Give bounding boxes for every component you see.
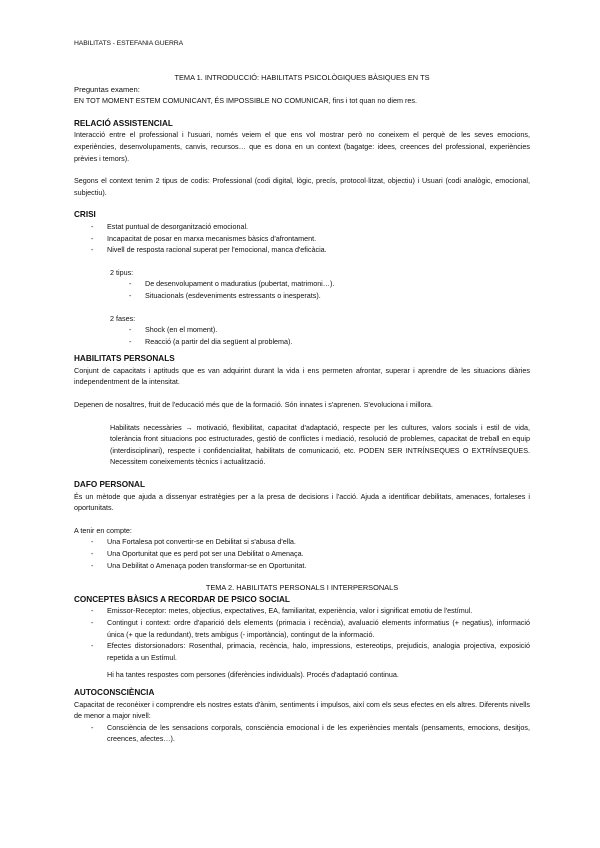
crisi-list [74,221,530,256]
list-item: - Shock (en el moment). [110,324,530,336]
tipus-label: 2 tipus: [110,267,134,277]
tema1-title: TEMA 1. INTRODUCCIÓ: HABILITATS PSICOLÒGIQUES BÀSIQUES EN TS [174,73,430,82]
dafo-label: A tenir en compte: [74,525,132,535]
habilitats-paragraph-2: Depenen de nosaltres, fruit de l'educació més que de la formació. Són innates i s'aprenen. S'evolucionа i millora. [74,400,433,410]
dafo-paragraph: És un mètode que ajuda a dissenyar estratègies per a la presa de decisions i l'acció. Ajuda a identificar debilitats, amenaces, fortaleses i oportunitats. [74,491,530,513]
fases-label: 2 fases: [110,313,136,323]
list-item: - Nivell de resposta racional superat per l'emocional, manca d'eficàcia. [74,244,530,256]
relacio-heading: RELACIÓ ASSISTENCIAL [74,118,173,128]
relacio-paragraph-1: Interacció entre el professional i l'usuari, només veiem el que ens vol mostrar però no coneixem el perquè de les seves emocions, experiències, desenvolupaments, canvis, recursos… que es dona en un context (bagatge: idees, creences del professional, experiències prèvies i temors). [74,130,530,163]
crisi-heading: CRISI [74,210,96,220]
page-header: HABILITATS - ESTEFANIA GUERRA [74,40,184,47]
list-item: - Reacció (a partir del dia següent al problema). [110,336,530,348]
list-item: - Una Oportunitat que es perd pot ser una Debilitat o Amenaça. [74,548,530,560]
list-item: - Estat puntual de desorganització emocional. [74,221,530,233]
list-item: - Emissor-Receptor: metes, objectius, expectatives, EA, familiaritat, experiència, valor i significat emotiu de l'estímul. [74,605,530,617]
autoconsciencia-list [74,722,530,745]
dafo-heading: DAFO PERSONAL [74,480,145,490]
preguntas-text: EN TOT MOMENT ESTEM COMUNICANT, ÉS IMPOSSIBLE NO COMUNICAR, fins i tot quan no diem res. [74,96,417,106]
conceptes-list [74,605,530,663]
document-body [74,72,530,745]
fases-list [74,324,530,347]
list-item: - Contingut i context: ordre d'aparició dels elements (primacia i recència), avaluació elements informatius (+ negatius), informació única (+ que la redundant), trets ambigus (- importància), contingut de la informació. [74,617,530,640]
list-item: - Situacionals (esdeveniments estressants o inesperats). [110,290,530,302]
autoconsciencia-paragraph: Capacitat de reconèixer i comprendre els nostres estats d'ànim, sentiments i impulsos, així com els seus efectes en els altres. Diferents nivells de menor a major nivell: [74,699,530,721]
tema2-title: TEMA 2. HABILITATS PERSONALS I INTERPERSONALS [205,583,399,593]
list-item: - Efectes distorsionadors: Rosenthal, primacia, recència, halo, impressions, estereotips, prejudicis, analogia projectiva, exposició repetida a un Estímul. [74,640,530,663]
habilitats-necessaries: Habilitats necessàries → motivació, flexibilitat, capacitat d'adaptació, respecte per les cultures, valors socials i estil de vida, tolerància front situacions poc estructurades, gestió de conflictes i mediació, resolució de problemes, capacitat de treball en equip (interdisciplinari), respecte i confidencialitat, habilitats de comunicació, etc. PODEN SER INTRÍNSEQUES O EXTRÍNSEQUES. Necessitem coneixements tècnics i actualització. [110,422,530,467]
preguntas-label: Preguntas examen: [74,84,140,94]
autoconsciencia-heading: AUTOCONSCIÈNCIA [74,687,155,697]
habilitats-paragraph-1: Conjunt de capacitats i aptituds que es van adquirint durant la vida i ens permeten afrontar, superar i aprendre de les situacions diàries independentment de la intensitat. [74,365,530,387]
conceptes-heading: CONCEPTES BÀSICS A RECORDAR DE PSICO SOCIAL [74,594,290,604]
list-item: - Consciència de les sensacions corporals, consciència emocional i de les experiències mentals (pensaments, emocions, desitjos, creences, afectes…). [74,722,530,745]
relacio-paragraph-2: Segons el context tenim 2 tipus de codis: Professional (codi digital, lògic, precís, protocol·litzat, objectiu) i Usuari (codi analògic, emocional, subjectiu). [74,176,530,197]
dafo-list [74,536,530,571]
habilitats-heading: HABILITATS PERSONALS [74,354,175,364]
list-item: - De desenvolupament o maduratius (pubertat, matrimoni…). [110,278,530,290]
list-item: - Una Debilitat o Amenaça poden transformar-se en Oportunitat. [74,560,530,572]
list-item: - Una Fortalesa pot convertir-se en Debilitat si s'abusa d'ella. [74,536,530,548]
list-item: - Incapacitat de posar en marxa mecanismes bàsics d'afrontament. [74,233,530,245]
tipus-list [74,278,530,301]
conceptes-note: Hi ha tantes respostes com persones (diferències individuals). Procés d'adaptació continua. [107,670,399,680]
